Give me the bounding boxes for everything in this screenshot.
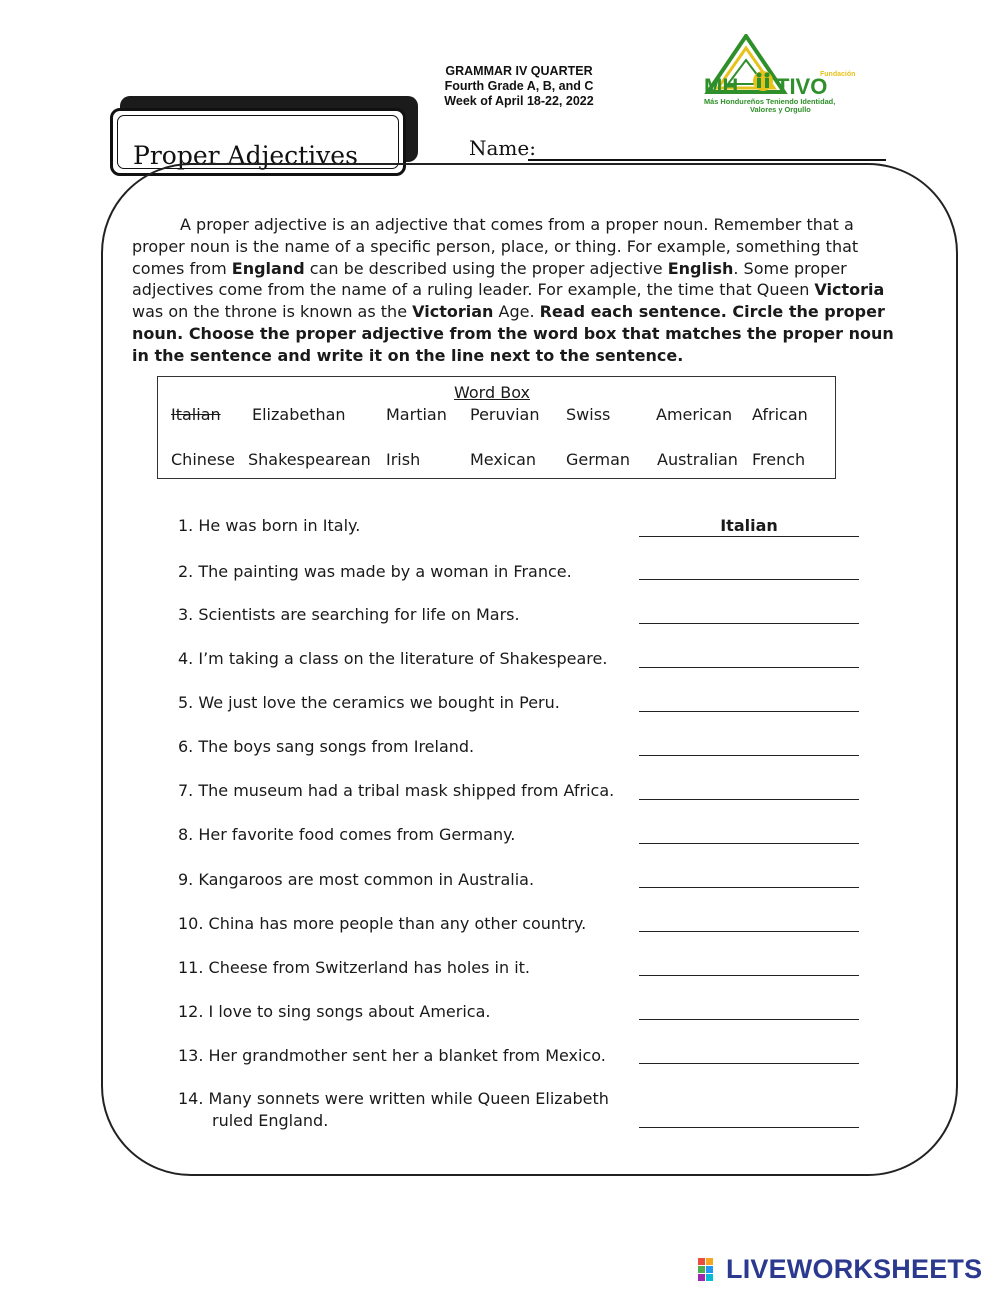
word-box-word: American: [656, 405, 733, 424]
intro-text-1: A proper adjective is an adjective that comes from a proper noun. Remember that a proper noun is the name of a specific person, place, or thing. For example, something that comes from: [132, 215, 859, 278]
word-box-word: Swiss: [566, 405, 611, 424]
logo-side-label: Fundación: [820, 71, 856, 78]
name-input-line[interactable]: [528, 159, 886, 161]
answer-line[interactable]: [639, 536, 859, 537]
sentence-item: 11. Cheese from Switzerland has holes in it.: [178, 958, 531, 977]
word-box-word: Irish: [386, 450, 421, 469]
answer-line[interactable]: [639, 667, 859, 668]
sentence-item: [178, 1088, 609, 1132]
word-box-word: Mexican: [470, 450, 537, 469]
answer-line[interactable]: [639, 887, 859, 888]
word-box-word: Martian: [386, 405, 447, 424]
sentence-14-line-1: 14. Many sonnets were written while Queen Elizabeth: [178, 1089, 609, 1108]
answer-line[interactable]: [639, 579, 859, 580]
sentence-item: 4. I’m taking a class on the literature of Shakespeare.: [178, 649, 608, 668]
intro-bold-england: England: [231, 258, 305, 278]
word-box-word: Chinese: [171, 450, 235, 469]
answer-1-text: Italian: [720, 516, 778, 535]
worksheet-header: [414, 64, 624, 109]
word-box: [157, 376, 836, 479]
svg-text:MH: MH: [704, 74, 739, 99]
sentence-14-line-2: ruled England.: [212, 1111, 329, 1130]
foundation-logo: [698, 34, 868, 118]
word-box-word: Italian: [171, 405, 221, 424]
logo-tagline-2: Valores y Orgullo: [750, 105, 811, 114]
sentence-item: 8. Her favorite food comes from Germany.: [178, 825, 516, 844]
intro-bold-victorian: Victorian: [412, 302, 494, 322]
sentence-item: 1. He was born in Italy.: [178, 516, 361, 535]
answer-line[interactable]: [639, 799, 859, 800]
answer-line[interactable]: [639, 843, 859, 844]
answer-line[interactable]: [639, 975, 859, 976]
answer-line[interactable]: [639, 931, 859, 932]
word-box-word: German: [566, 450, 631, 469]
answer-line[interactable]: [639, 623, 859, 624]
intro-text-5: Age.: [493, 302, 540, 322]
sentence-item: 3. Scientists are searching for life on Mars.: [178, 605, 520, 624]
sentence-item: 10. China has more people than any other country.: [178, 914, 587, 933]
sentence-item: 5. We just love the ceramics we bought in Peru.: [178, 693, 560, 712]
sentence-item: 6. The boys sang songs from Ireland.: [178, 737, 475, 756]
word-box-word: French: [752, 450, 806, 469]
answer-line[interactable]: [639, 1127, 859, 1128]
sentence-item: 7. The museum had a tribal mask shipped from Africa.: [178, 781, 615, 800]
header-line-1: GRAMMAR IV QUARTER: [445, 64, 593, 78]
word-box-word: Peruvian: [470, 405, 540, 424]
answer-line[interactable]: [639, 1063, 859, 1064]
intro-bold-english: English: [667, 258, 734, 278]
word-box-word: Elizabethan: [252, 405, 346, 424]
answer-line[interactable]: [639, 1019, 859, 1020]
sentence-item: 13. Her grandmother sent her a blanket from Mexico.: [178, 1046, 606, 1065]
answer-line[interactable]: [639, 755, 859, 756]
liveworksheets-icon: [698, 1256, 722, 1286]
answer-line[interactable]: [639, 711, 859, 712]
liveworksheets-brand[interactable]: LIVEWORKSHEETS: [726, 1254, 983, 1284]
worksheet-title: Proper Adjectives: [133, 141, 358, 170]
name-label: Name:: [469, 136, 536, 160]
header-line-2: Fourth Grade A, B, and C: [444, 79, 594, 93]
instructions: Read each sentence. Circle the proper noun. Choose the proper adjective from the word box that matches the proper noun in the sentence and write it on the line next to the sentence.: [132, 302, 894, 365]
word-box-word: African: [752, 405, 808, 424]
svg-text:TIVO: TIVO: [776, 74, 828, 99]
word-box-word: Shakespearean: [248, 450, 371, 469]
intro-bold-victoria: Victoria: [814, 280, 885, 300]
word-box-title: Word Box: [454, 383, 530, 402]
sentence-item: 12. I love to sing songs about America.: [178, 1002, 491, 1021]
intro-text-4: was on the throne is known as the: [132, 302, 413, 322]
sentence-item: 2. The painting was made by a woman in France.: [178, 562, 572, 581]
intro-paragraph: [132, 214, 902, 367]
word-box-word: Australian: [657, 450, 738, 469]
header-line-3: Week of April 18-22, 2022: [444, 94, 594, 108]
logo-tagline-1: Más Hondureños Teniendo Identidad,: [704, 97, 836, 106]
sentence-item: 9. Kangaroos are most common in Australia.: [178, 870, 535, 889]
intro-text-3: . Some proper adjectives come from the name of a ruling leader. For example, the time that Queen: [132, 258, 847, 300]
intro-text-2: can be described using the proper adjective: [304, 258, 668, 278]
